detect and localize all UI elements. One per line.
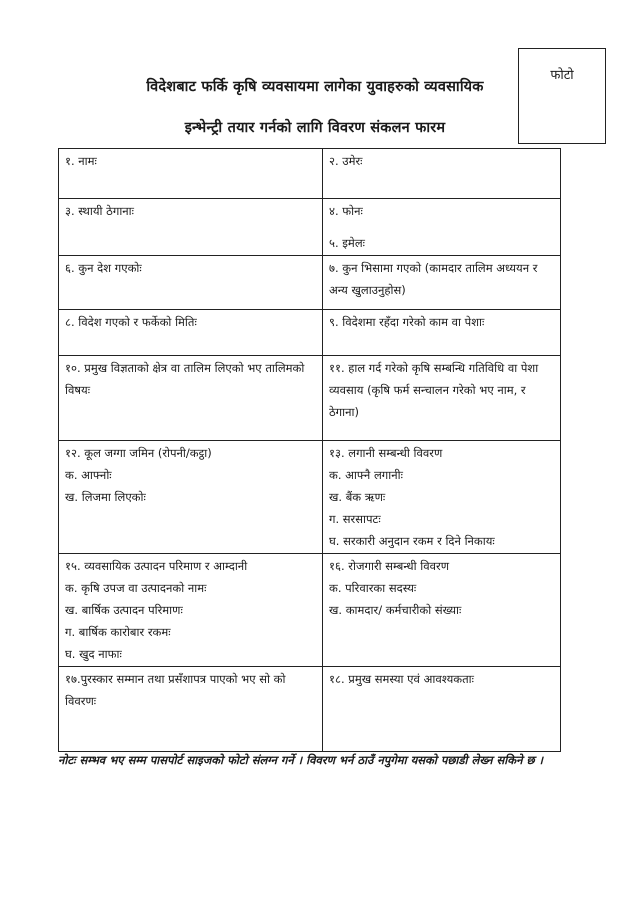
field-sublabel: क. आफ्नै लगानीः bbox=[329, 468, 403, 482]
form-table bbox=[58, 148, 561, 752]
field-label: १. नामः bbox=[65, 154, 97, 168]
field-phone-email bbox=[323, 199, 561, 256]
field-sublabel: ख. कामदार/ कर्मचारीको संख्याः bbox=[329, 603, 462, 617]
field-awards bbox=[59, 667, 323, 752]
footnote: नोटः सम्भव भए सम्म पासपोर्ट साइजको फोटो संलग्न गर्ने । विवरण भर्न ठाउँ नपुगेमा यसको पछाडी लेख्न सकिने छ । bbox=[58, 753, 543, 767]
field-label: १८. प्रमुख समस्या एवं आवश्यकताः bbox=[329, 672, 474, 686]
field-label: ११. हाल गर्द गरेको कृषि सम्बन्धि गतिविधि वा पेशा व्यवसाय (कृषि फर्म सन्चालन गरेको भए नाम, र ठेगाना) bbox=[329, 361, 539, 419]
field-label: १७.पुरस्कार सम्मान तथा प्रसँशापत्र पाएको भए सो को विवरणः bbox=[65, 672, 286, 708]
field-label: १६. रोजगारी सम्बन्धी विवरण bbox=[329, 559, 450, 573]
table-row bbox=[59, 199, 561, 256]
field-production bbox=[59, 554, 323, 667]
field-sublabel: ख. बैंक ऋणः bbox=[329, 490, 386, 504]
form-title-line2: इन्भेन्ट्री तयार गर्नको लागि विवरण संकलन फारम bbox=[184, 120, 446, 136]
field-investment bbox=[323, 441, 561, 554]
field-sublabel: क. आफ्नोः bbox=[65, 468, 112, 482]
table-row bbox=[59, 356, 561, 441]
field-label: ७. कुन भिसामा गएको (कामदार तालिम अध्ययन र अन्य खुलाउनुहोस) bbox=[329, 261, 538, 297]
field-label: १३. लगानी सम्बन्धी विवरण bbox=[329, 446, 443, 460]
field-sublabel: ख. लिजमा लिएकोः bbox=[65, 490, 146, 504]
table-row bbox=[59, 441, 561, 554]
field-employment bbox=[323, 554, 561, 667]
form-title-line1: विदेशबाट फर्कि कृषि व्यवसायमा लागेका युवाहरुको व्यवसायिक bbox=[146, 79, 484, 95]
field-land bbox=[59, 441, 323, 554]
table-row bbox=[59, 149, 561, 199]
field-dates bbox=[59, 310, 323, 356]
field-label: ८. विदेश गएको र फर्केको मितिः bbox=[65, 315, 197, 329]
field-name bbox=[59, 149, 323, 199]
field-permanent-address bbox=[59, 199, 323, 256]
field-sublabel: घ. खुद नाफाः bbox=[65, 647, 122, 661]
photo-box bbox=[518, 48, 606, 144]
field-label: २. उमेरः bbox=[329, 154, 363, 168]
table-row bbox=[59, 667, 561, 752]
field-sublabel: ग. सरसापटः bbox=[329, 512, 381, 526]
field-work-abroad bbox=[323, 310, 561, 356]
field-sublabel: घ. सरकारी अनुदान रकम र दिने निकायः bbox=[329, 534, 495, 548]
photo-label: फोटो bbox=[550, 68, 574, 83]
field-visa bbox=[323, 256, 561, 310]
table-row bbox=[59, 310, 561, 356]
field-label: ४. फोनः bbox=[329, 204, 363, 218]
field-current-activity bbox=[323, 356, 561, 441]
field-label: ६. कुन देश गएकोः bbox=[65, 261, 142, 275]
field-sublabel: क. परिवारका सदस्यः bbox=[329, 581, 417, 595]
field-sublabel: ग. बार्षिक कारोबार रकमः bbox=[65, 625, 171, 639]
table-row bbox=[59, 554, 561, 667]
field-label: ९. विदेशमा रहँदा गरेको काम वा पेशाः bbox=[329, 315, 485, 329]
field-label: १२. कूल जग्गा जमिन (रोपनी/कट्ठा) bbox=[65, 446, 212, 460]
field-label: १५. व्यवसायिक उत्पादन परिमाण र आम्दानी bbox=[65, 559, 248, 573]
field-country bbox=[59, 256, 323, 310]
field-label: १०. प्रमुख विज्ञताको क्षेत्र वा तालिम लिएको भए तालिमको विषयः bbox=[65, 361, 305, 397]
table-row bbox=[59, 256, 561, 310]
field-expertise bbox=[59, 356, 323, 441]
field-label: ३. स्थायी ठेगानाः bbox=[65, 204, 134, 218]
field-age bbox=[323, 149, 561, 199]
field-label: ५. इमेलः bbox=[329, 236, 365, 250]
field-problems bbox=[323, 667, 561, 752]
field-sublabel: ख. बार्षिक उत्पादन परिमाणः bbox=[65, 603, 183, 617]
field-sublabel: क. कृषि उपज वा उत्पादनको नामः bbox=[65, 581, 207, 595]
